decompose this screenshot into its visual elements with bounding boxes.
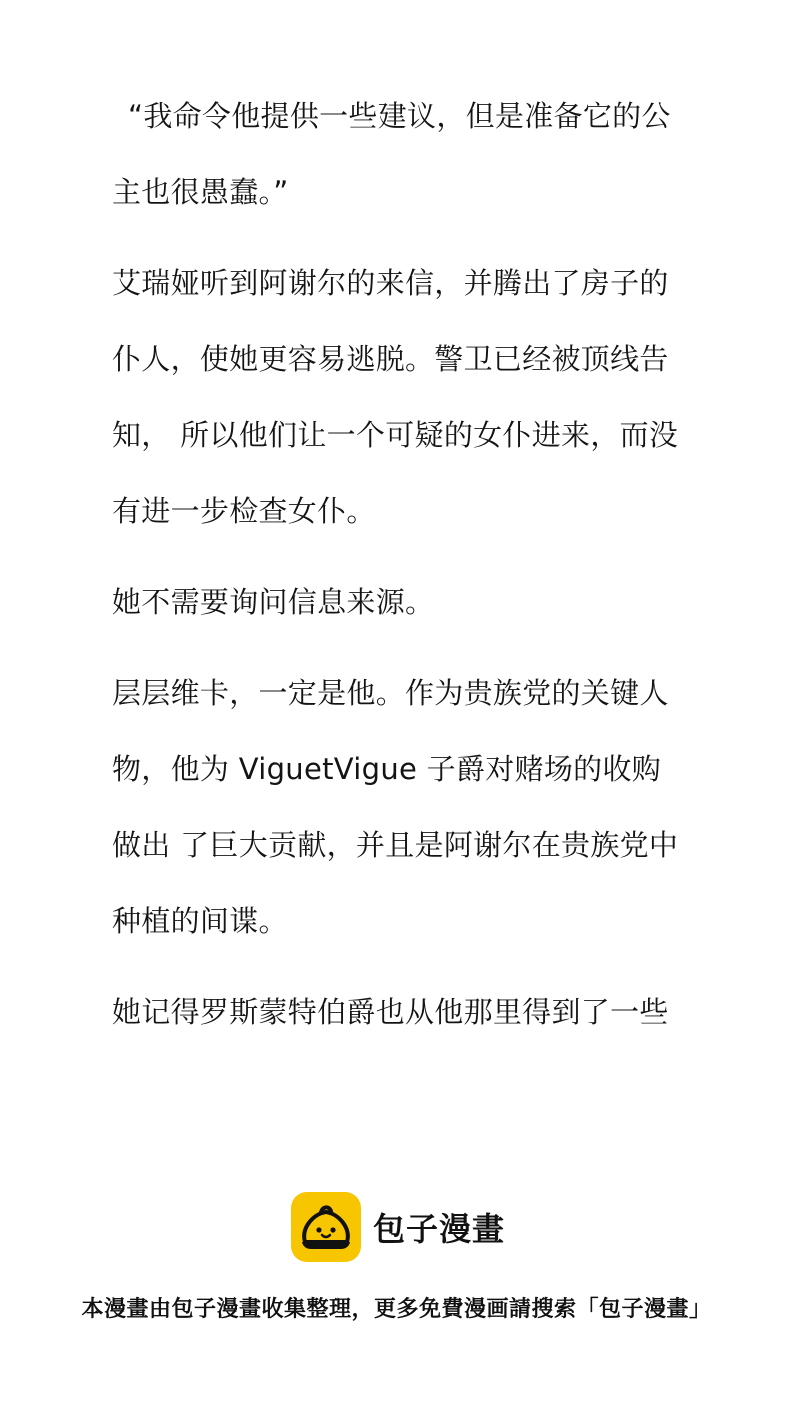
brand-logo	[291, 1192, 505, 1262]
chapter-text	[112, 78, 687, 1065]
brand-name: 包子漫畫	[373, 1210, 506, 1248]
paragraph: “我命令他提供一些建议，但是准备它的公主也很愚蠢。”	[112, 99, 671, 209]
paragraph: 层层维卡，一定是他。作为贵族党的关键人物，他为 ViguetVigue 子爵对赌场的收购做出 了巨大贡献，并且是阿谢尔在贵族党中种植的间谍。	[112, 676, 679, 938]
paragraph: 她记得罗斯蒙特伯爵也从他那里得到了一些	[112, 995, 669, 1029]
paragraph: 艾瑞娅听到阿谢尔的来信，并腾出了房子的仆人，使她更容易逃脱。警卫已经被顶线告知， 所以他们让一个可疑的女仆进来，而没有进一步检查女仆。	[112, 266, 679, 528]
baozi-bun-icon	[291, 1192, 361, 1262]
footer-notice: 本漫畫由包子漫畫收集整理，更多免費漫画請搜索「包子漫畫」	[81, 1297, 712, 1322]
paragraph: 她不需要询问信息来源。	[112, 585, 435, 619]
